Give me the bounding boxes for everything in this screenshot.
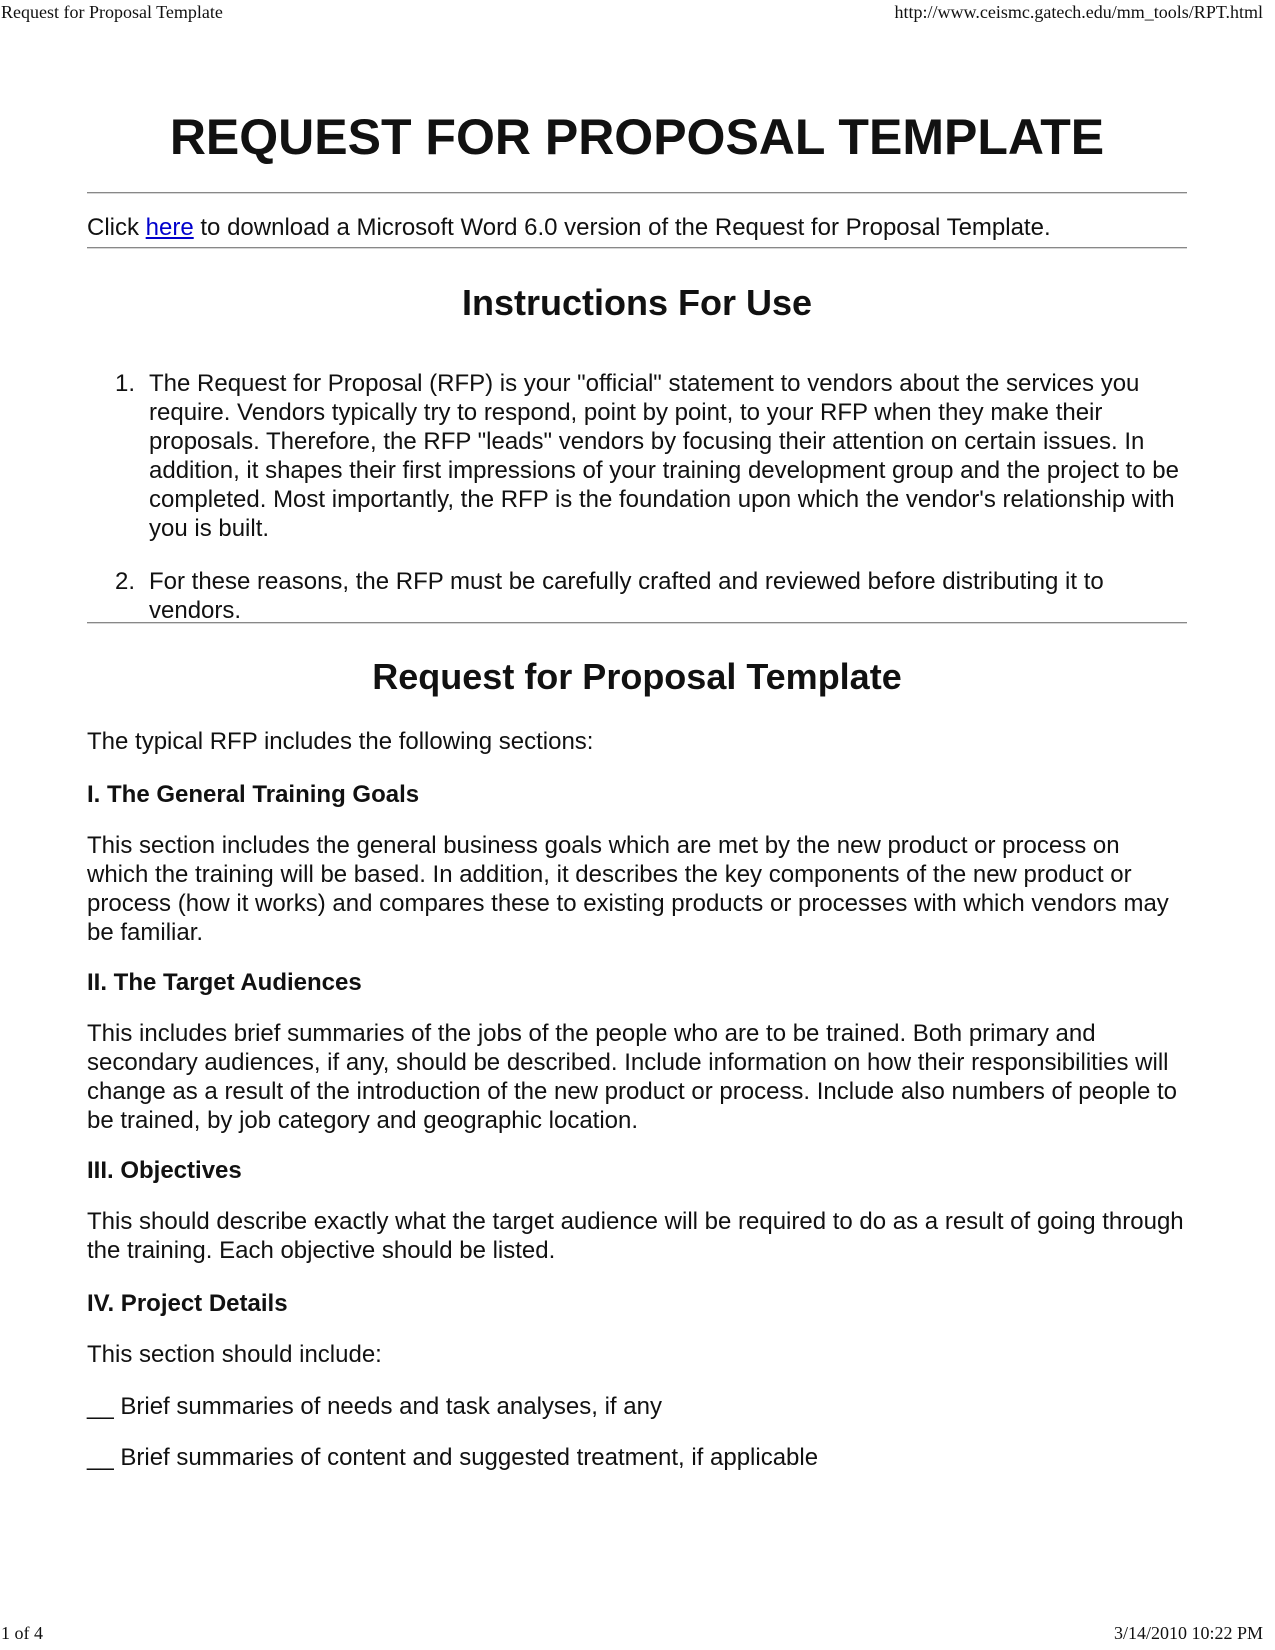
instructions-heading: Instructions For Use [461, 282, 813, 323]
list-item-number: 1. [115, 370, 136, 397]
list-item [87, 369, 1187, 543]
section-body-project-details: This section should include: [87, 1341, 382, 1368]
list-item-text: For these reasons, the RFP must be carefully crafted and reviewed before distributing it to vendors. [149, 568, 1104, 624]
list-item [87, 567, 1187, 625]
section-body-objectives: This should describe exactly what the target audience will be required to do as a result of going through the training. Each objective should be listed. [87, 1208, 1184, 1264]
checklist-item: __ Brief summaries of content and suggested treatment, if applicable [87, 1444, 819, 1471]
section-heading-objectives: III. Objectives [87, 1157, 242, 1184]
template-heading: Request for Proposal Template [372, 656, 902, 697]
page-title: REQUEST FOR PROPOSAL TEMPLATE [169, 109, 1105, 165]
template-intro: The typical RFP includes the following sections: [87, 728, 594, 755]
print-datetime: 3/14/2010 10:22 PM [1113, 1623, 1263, 1643]
list-item-number: 2. [115, 568, 136, 595]
page-count: 1 of 4 [1, 1623, 43, 1643]
print-footer [0, 1623, 1275, 1645]
divider [87, 622, 1187, 624]
instructions-list [87, 369, 1187, 649]
checklist-item: __ Brief summaries of needs and task analyses, if any [87, 1393, 662, 1420]
list-item-text: The Request for Proposal (RFP) is your "official" statement to vendors about the services you require. Vendors typically try to respond, point by point, to your RFP when they make their proposals. Therefore, the RFP "leads" vendors by focusing their attention on certain issues. In addition, it shapes their first impressions of your training development group and the project to be completed. Most importantly, the RFP is the foundation upon which the vendor's relationship with you is built. [149, 370, 1179, 542]
section-heading-project-details: IV. Project Details [87, 1290, 288, 1317]
print-header-title: Request for Proposal Template [1, 2, 223, 22]
print-header [0, 2, 1275, 24]
section-body-goals: This section includes the general business goals which are met by the new product or process on which the training will be based. In addition, it describes the key components of the new product or process (how it works) and compares these to existing products or processes with which vendors may be familiar. [87, 832, 1169, 946]
section-heading-goals: I. The General Training Goals [87, 781, 420, 808]
print-header-url: http://www.ceismc.gatech.edu/mm_tools/RPT.html [894, 2, 1263, 22]
download-suffix: to download a Microsoft Word 6.0 version of the Request for Proposal Template. [193, 214, 1051, 241]
download-line [87, 214, 1051, 242]
section-body-audiences: This includes brief summaries of the jobs of the people who are to be trained. Both primary and secondary audiences, if any, should be described. Include information on how their responsibilities will change as a result of the introduction of the new product or process. Include also numbers of people to be trained, by job category and geographic location. [87, 1020, 1177, 1134]
section-heading-audiences: II. The Target Audiences [87, 969, 362, 996]
download-link[interactable]: here [145, 214, 194, 241]
divider [87, 192, 1187, 194]
divider [87, 247, 1187, 249]
download-prefix: Click [87, 214, 146, 241]
